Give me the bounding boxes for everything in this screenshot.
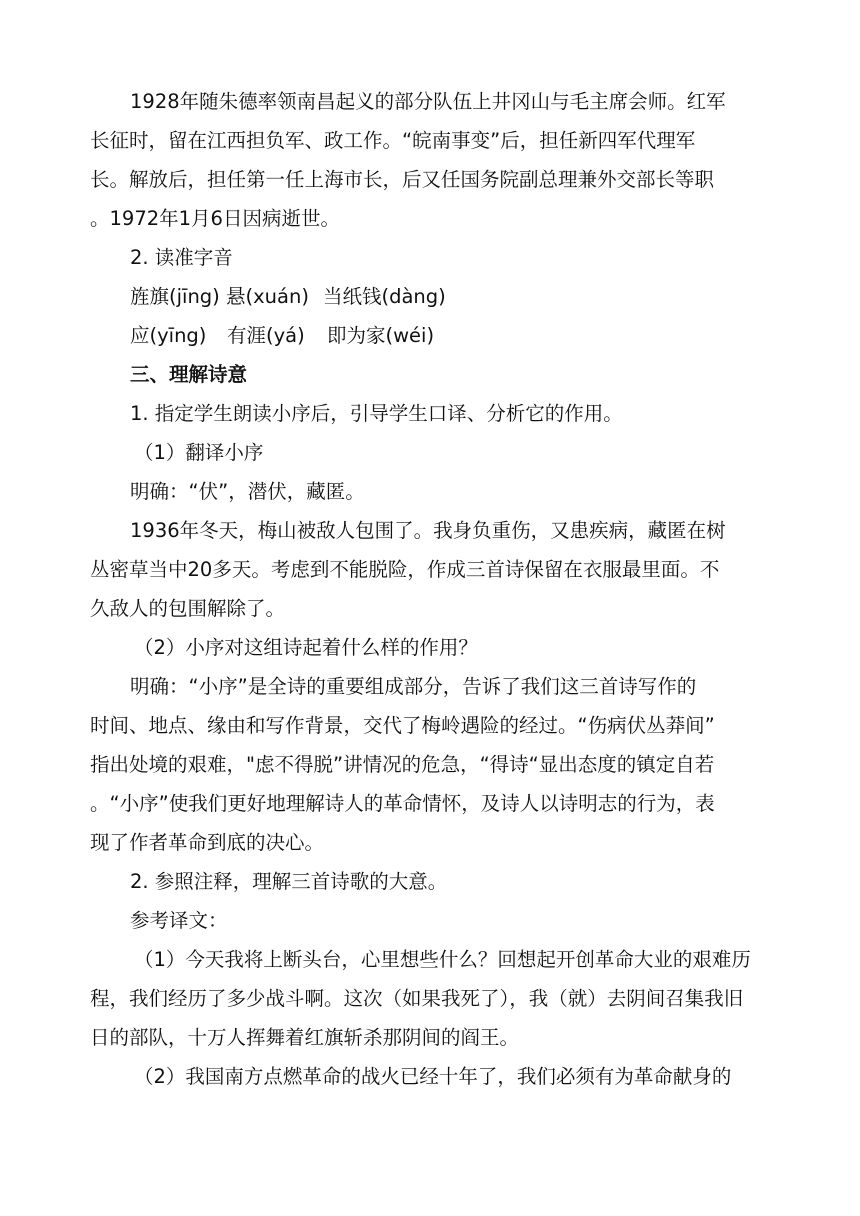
section-heading: 三、理解诗意 xyxy=(130,363,248,386)
paragraph-line: （2）我国南方点燃革命的战火已经十年了，我们必须有为革命献身的 xyxy=(134,1065,732,1088)
pinyin-row xyxy=(90,277,780,316)
paragraph-line: 长。解放后，担任第一任上海市长，后又任国务院副总理兼外交部长等职 xyxy=(90,168,715,191)
pinyin-item: 应(yīng) xyxy=(130,324,207,347)
paragraph-line: 日的部队，十万人挥舞着红旗斩杀那阴间的阎王。 xyxy=(90,1026,520,1049)
paragraph-line: 。“小序”使我们更好地理解诗人的革命情怀，及诗人以诗明志的行为，表 xyxy=(90,792,715,815)
paragraph-line: （1）今天我将上断头台，心里想些什么？回想起开创革命大业的艰难历 xyxy=(134,948,751,971)
pinyin-item: 有涯(yá) xyxy=(227,324,305,347)
paragraph-line: 长征时，留在江西担负军、政工作。“皖南事变”后，担任新四军代理军 xyxy=(90,129,696,152)
paragraph-line: 程，我们经历了多少战斗啊。这次（如果我死了），我（就）去阴间召集我旧 xyxy=(90,987,744,1010)
reference-label: 参考译文： xyxy=(130,909,228,932)
list-item: 1. 指定学生朗读小序后，引导学生口译、分析它的作用。 xyxy=(130,402,623,425)
list-item: 2. 参照注释，理解三首诗歌的大意。 xyxy=(130,870,448,893)
paragraph-line: 时间、地点、缘由和写作背景，交代了梅岭遇险的经过。“伤病伏丛莽间” xyxy=(90,714,715,737)
document-body xyxy=(90,82,780,1096)
pinyin-row xyxy=(90,316,780,355)
paragraph-line: 1928年随朱德率领南昌起义的部分队伍上井冈山与毛主席会师。红军 xyxy=(130,90,726,113)
paragraph-line: 丛密草当中20多天。考虑到不能脱险，作成三首诗保留在衣服最里面。不 xyxy=(90,558,720,581)
pinyin-item: 即为家(wéi) xyxy=(327,324,435,347)
pronunciation-heading: 2. 读准字音 xyxy=(130,246,233,269)
pinyin-item: 当纸钱(dàng) xyxy=(323,285,446,308)
paragraph-line: 。1972年1月6日因病逝世。 xyxy=(90,207,340,230)
paragraph-line: 明确：“小序”是全诗的重要组成部分，告诉了我们这三首诗写作的 xyxy=(130,675,697,698)
paragraph-line: 现了作者革命到底的决心。 xyxy=(90,831,325,854)
paragraph-line: 1936年冬天，梅山被敌人包围了。我身负重伤，又患疾病，藏匿在树 xyxy=(130,519,726,542)
pinyin-item: 悬(xuán) xyxy=(226,285,309,308)
pinyin-item: 旌旗(jīng) xyxy=(130,285,220,308)
paragraph-line: 指出处境的艰难，"虑不得脱”讲情况的危急，“得诗“显出态度的镇定自若 xyxy=(90,753,715,776)
paragraph-line: 久敌人的包围解除了。 xyxy=(90,597,286,620)
sub-item: （1）翻译小序 xyxy=(134,441,264,464)
clarify-line: 明确：“伏”，潜伏，藏匿。 xyxy=(130,480,365,503)
sub-item: （2）小序对这组诗起着什么样的作用？ xyxy=(134,636,478,659)
